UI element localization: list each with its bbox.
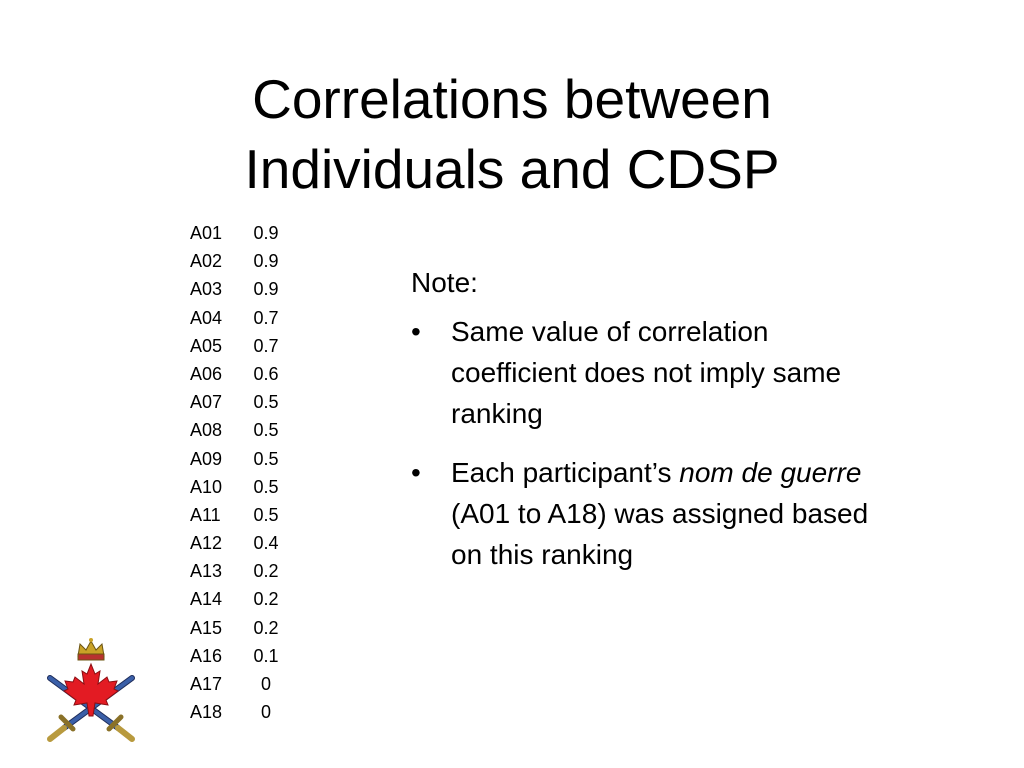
correlation-value: 0.2 [253,617,279,638]
participant-id: A10 [190,476,223,497]
note-item-text: Same value of correlation coefficient does not imply same ranking [451,316,842,429]
participant-id: A08 [190,420,223,441]
note-item-ranking [411,311,871,434]
correlation-row [190,614,310,642]
correlation-row [190,360,310,388]
correlation-value: 0.9 [253,223,279,243]
participant-id: A17 [190,674,223,694]
title-line-1: Correlations between [252,68,772,130]
correlation-value: 0.5 [253,448,279,469]
correlation-row [190,473,310,501]
correlation-row [190,501,310,529]
maple-leaf-icon [64,664,118,716]
crown-icon [78,638,104,660]
correlation-value: 0.4 [253,533,279,554]
participant-id: A06 [190,363,223,384]
participant-id: A15 [190,617,223,638]
note-item-text-after: (A01 to A18) was assigned based on this ranking [451,498,869,570]
correlation-row [190,247,310,275]
participant-id: A07 [190,392,223,413]
note-item-nom-de-guerre [411,452,871,575]
participant-id: A16 [190,645,223,666]
note-heading: Note: [411,267,478,298]
correlation-row [190,304,310,332]
bullet-icon: • [411,316,421,347]
participant-id: A04 [190,307,223,328]
correlation-row [190,642,310,670]
correlation-row [190,529,310,557]
correlation-row [190,445,310,473]
participant-id: A14 [190,589,223,610]
correlation-row [190,698,310,726]
participant-id: A05 [190,335,223,356]
note-box [411,262,871,593]
correlation-value: 0.2 [253,589,279,610]
correlation-value: 0.7 [253,307,279,328]
bullet-icon: • [411,457,421,488]
correlation-value: 0.1 [253,645,279,666]
correlation-row [190,332,310,360]
participant-id: A02 [190,251,223,272]
participant-id: A12 [190,533,223,554]
correlation-value: 0.7 [253,335,279,356]
participant-id: A13 [190,561,223,582]
participant-id: A09 [190,448,223,469]
correlation-row [190,388,310,416]
title-line-2: Individuals and CDSP [244,138,780,200]
note-item-text-italic: nom de guerre [679,457,862,488]
participant-id: A18 [190,702,223,723]
participant-id: A11 [190,504,221,525]
slide-title [0,64,1024,204]
correlation-value: 0.5 [253,420,279,441]
correlation-value: 0.5 [253,504,279,525]
correlation-row [190,275,310,303]
correlation-value: 0.5 [253,392,279,413]
correlation-row [190,585,310,613]
correlation-row [190,557,310,585]
correlation-row [190,670,310,698]
correlation-value: 0 [260,702,271,723]
correlation-value: 0.6 [253,363,279,384]
correlation-value: 0.9 [253,279,279,300]
correlation-value: 0.5 [253,476,279,497]
correlation-value: 0.9 [253,251,279,272]
note-list [411,311,871,575]
participant-id: A03 [190,279,223,300]
correlation-row [190,416,310,444]
participant-id: A01 [190,223,223,243]
note-item-text-before: Each participant’s [451,457,680,488]
correlation-row [190,219,310,247]
canadian-army-badge-icon [40,636,142,744]
correlation-value: 0.2 [253,561,279,582]
correlation-value: 0 [260,674,271,694]
correlation-list [190,219,310,726]
